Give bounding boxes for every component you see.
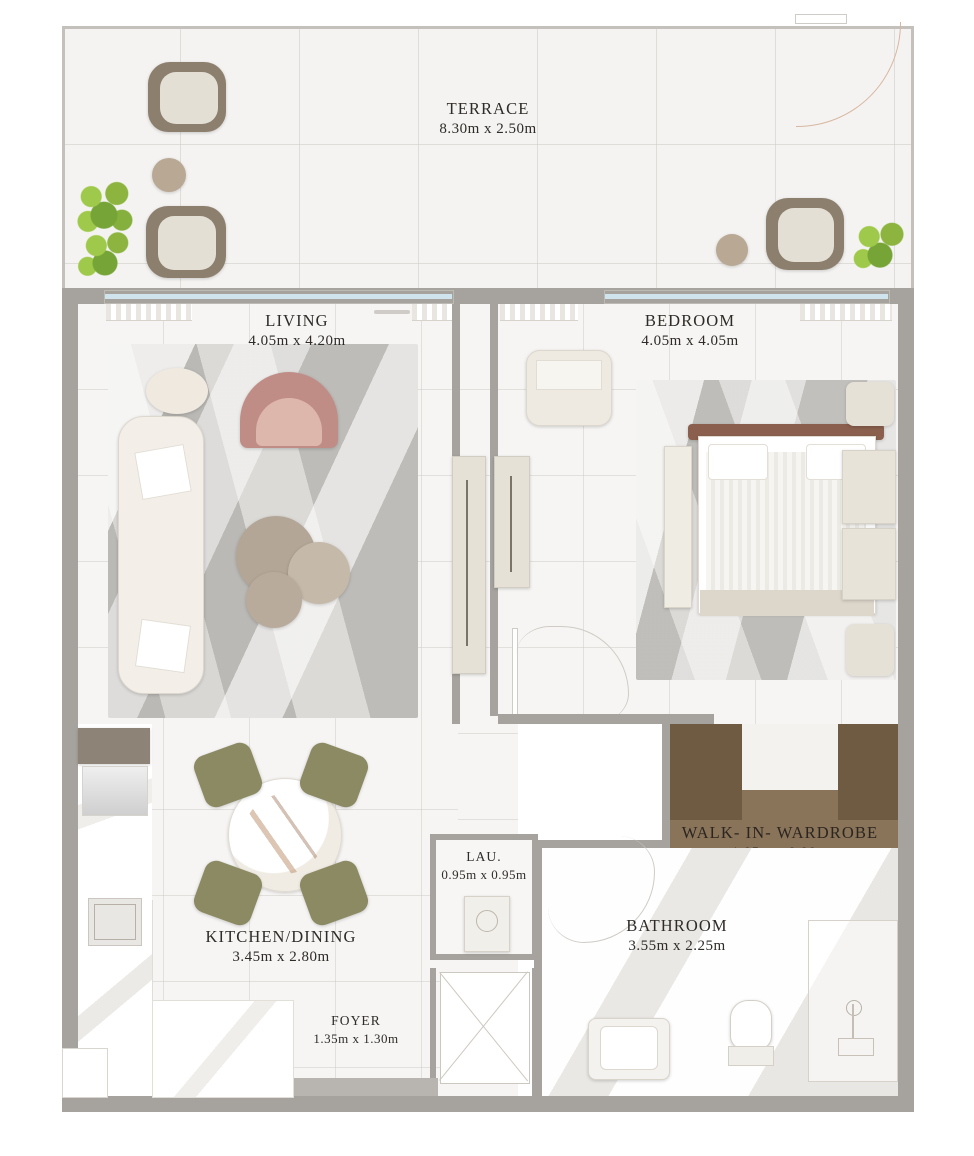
foyer-wall-right	[532, 968, 538, 1096]
corridor-console-right	[494, 456, 530, 588]
bedroom-armchair-cushion	[536, 360, 602, 390]
laundry-wall-bottom	[430, 954, 538, 960]
dining-table-veining	[244, 794, 324, 874]
foyer-wall-left	[430, 968, 436, 1096]
bathroom-toilet-cistern	[728, 1046, 774, 1066]
living-door-handle-icon	[374, 310, 410, 314]
living-curtain-left	[106, 304, 192, 321]
living-sliding-door-frame	[104, 290, 454, 304]
room-label-walk-in-wardrobe: WALK- IN- WARDROBE	[681, 823, 879, 842]
nightstand-left	[664, 446, 692, 608]
terrace-plant-3	[850, 218, 910, 276]
nightstand-right-lower	[842, 528, 896, 600]
terrace-wall-right	[911, 26, 914, 288]
kitchen-corner-notch	[62, 1048, 108, 1098]
wardrobe-unit-left	[668, 724, 742, 820]
bedroom-curtain-right	[800, 304, 892, 321]
terrace-side-table-1	[152, 158, 186, 192]
living-coffee-table-small	[246, 572, 302, 628]
bed-pillow-left	[708, 444, 768, 480]
bathroom-sink-basin	[600, 1026, 658, 1070]
nightstand-right	[842, 450, 896, 524]
washing-machine-door-icon	[476, 910, 498, 932]
terrace-lounge-chair-1-seat	[160, 72, 218, 124]
exterior-wall-bottom	[62, 1096, 914, 1112]
bathroom-shower-head-icon	[846, 1000, 862, 1016]
exterior-wall-right	[898, 288, 914, 1112]
bathroom-toilet	[730, 1000, 772, 1050]
kitchen-upper-cabinet	[78, 728, 150, 764]
bedroom-corner-stool-top	[846, 382, 894, 426]
room-label-bedroom: BEDROOM 4.05m x 4.05m	[641, 311, 739, 349]
wall-bedroom-bottom	[498, 714, 714, 724]
living-sofa-cushion-bottom	[135, 619, 191, 673]
living-sofa-cushion-top	[134, 444, 192, 500]
room-label-laundry: LAU. 0.95m x 0.95m	[441, 849, 527, 882]
terrace-lounge-chair-2-seat	[158, 216, 216, 270]
room-label-living: LIVING 4.05m x 4.20m	[248, 311, 346, 349]
corridor-console-right-detail	[510, 476, 512, 572]
bathroom-shower-drain-icon	[838, 1038, 874, 1056]
kitchen-hood	[82, 766, 148, 816]
terrace-wall-top	[62, 26, 914, 29]
wardrobe-niche	[742, 724, 838, 790]
exterior-wall-left	[62, 288, 78, 1112]
living-stool-1	[146, 368, 208, 414]
terrace-wall-left	[62, 26, 65, 288]
bedroom-curtain-left	[500, 304, 578, 321]
room-label-terrace: TERRACE 8.30m x 2.50m	[439, 99, 537, 137]
foyer-threshold	[292, 1078, 438, 1096]
kitchen-counter-bottom	[152, 1000, 294, 1098]
wardrobe-unit-right	[838, 724, 898, 820]
terrace-side-table-2	[716, 234, 748, 266]
room-label-bathroom: BATHROOM 3.55m x 2.25m	[626, 916, 728, 954]
corridor-console-left-detail	[466, 480, 468, 646]
terrace-plant-2	[76, 226, 134, 282]
corridor-console-left	[452, 456, 486, 674]
terrace-lounge-chair-3-seat	[778, 208, 834, 262]
bedroom-corner-stool-bottom	[846, 624, 894, 676]
bathroom-shower-riser	[852, 1004, 854, 1038]
laundry-wall-right	[532, 834, 538, 960]
kitchen-sink-bowl-icon	[94, 904, 136, 940]
bedroom-sliding-door-frame	[604, 290, 890, 304]
room-label-kitchen-dining: KITCHEN/DINING 3.45m x 2.80m	[205, 927, 357, 965]
room-label-foyer: FOYER 1.35m x 1.30m	[313, 1013, 399, 1046]
